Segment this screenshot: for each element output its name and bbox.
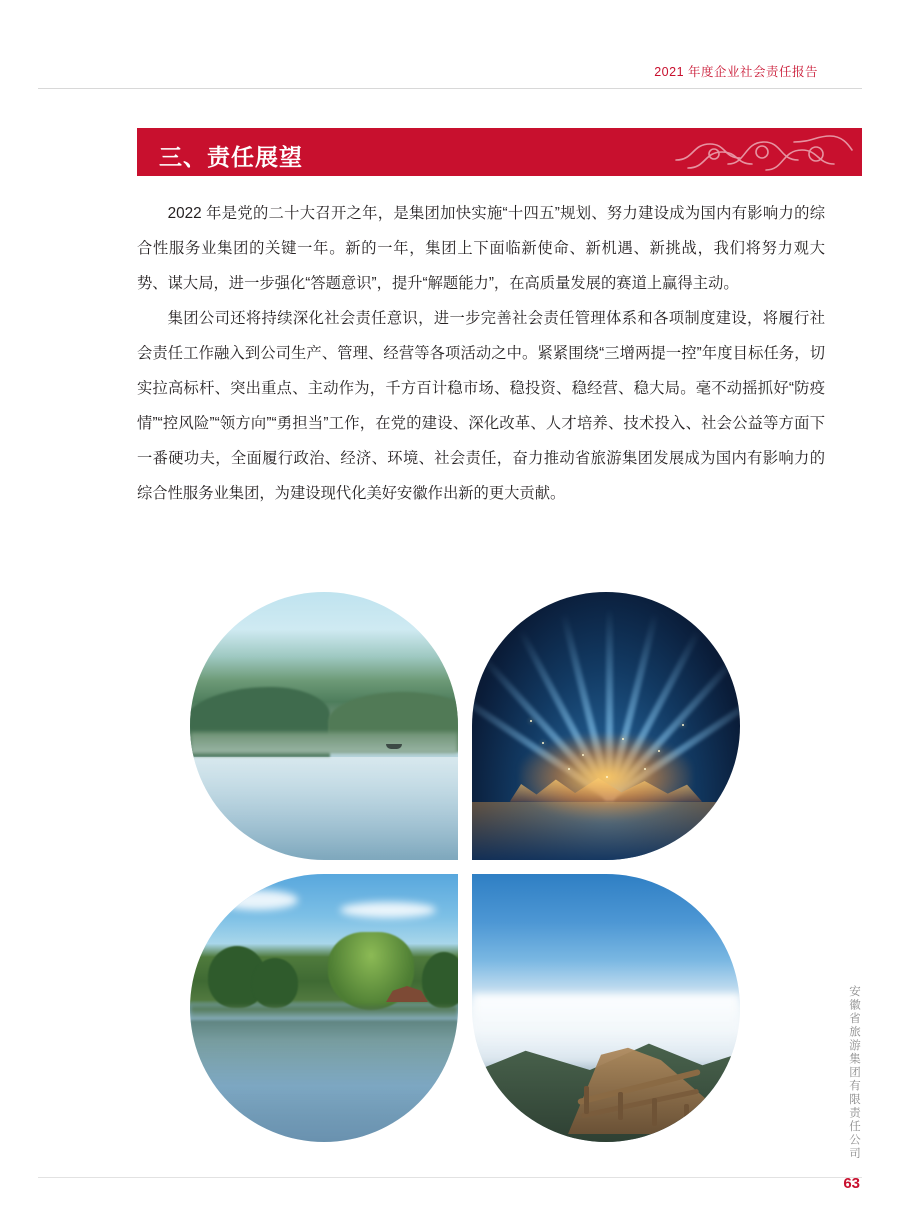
page-header — [0, 62, 900, 94]
page-number: 63 — [843, 1175, 860, 1192]
paragraph-2: 集团公司还将持续深化社会责任意识，进一步完善社会责任管理体系和各项制度建设，将履行社会责任工作融入到公司生产、管理、经营等各项活动之中。紧紧围绕“三增两提一控”年度目标任务，切实拉高标杆、突出重点、主动作为，千方百计稳市场、稳投资、稳经营、稳大局。毫不动摇抓好“防疫情”“控风险”“领方向”“勇担当”工作，在党的建设、深化改革、人才培养、技术投入、社会公益等方面下一番硬功夫，全面履行政治、经济、环境、社会责任，奋力推动省旅游集团发展成为国内有影响力的综合性服务业集团，为建设现代化美好安徽作出新的更大贡献。 — [137, 310, 825, 502]
photo-cluster — [190, 592, 740, 1142]
footer-divider — [38, 1177, 862, 1178]
section-title: 三、责任展望 — [159, 144, 303, 170]
running-title: 2021 年度企业社会责任报告 — [654, 65, 818, 79]
photo-sea-of-clouds-boardwalk — [472, 874, 740, 1142]
vertical-company-name: 安徽省旅游集团有限责任公司 — [848, 985, 860, 1161]
header-divider — [38, 88, 862, 89]
cloud-swirl-ornament-icon — [666, 130, 856, 174]
photo-river-morning — [190, 592, 458, 860]
section-title-bar — [137, 128, 862, 176]
photo-night-light-show — [472, 592, 740, 860]
section-body — [137, 196, 825, 511]
photo-lake-garden — [190, 874, 458, 1142]
paragraph-1: 2022 年是党的二十大召开之年，是集团加快实施“十四五”规划、努力建设成为国内有影响力的综合性服务业集团的关键一年。新的一年，集团上下面临新使命、新机遇、新挑战，我们将努力观大势、谋大局，进一步强化“答题意识”，提升“解题能力”，在高质量发展的赛道上赢得主动。 — [137, 205, 825, 292]
